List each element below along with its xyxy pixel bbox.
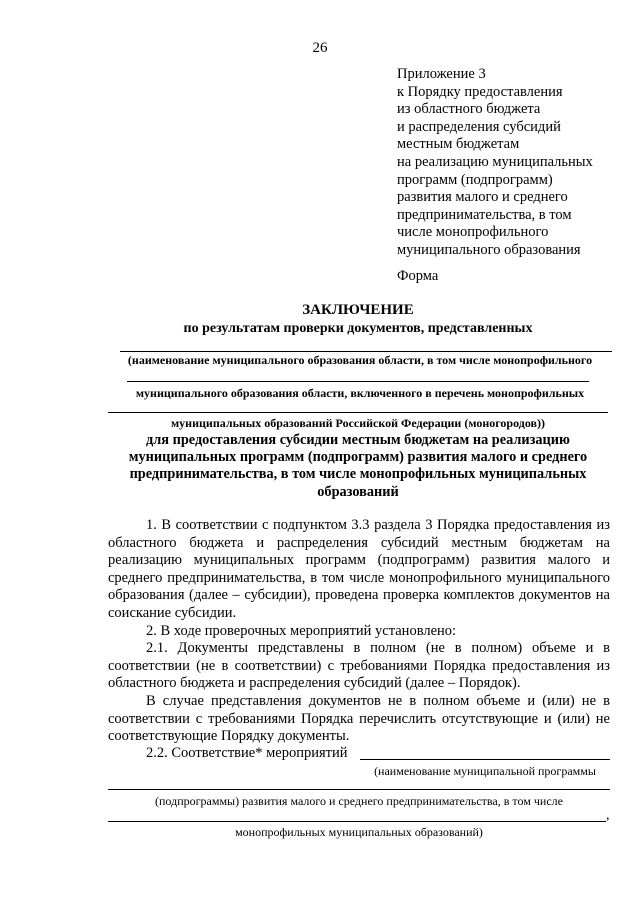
appendix-line: местным бюджетам bbox=[397, 136, 520, 153]
hint-program-1: (наименование муниципальной программы bbox=[374, 764, 596, 778]
appendix-line: предпринимательства, в том bbox=[397, 206, 572, 223]
hint-program-2: (подпрограммы) развития малого и среднего предпринимательства, в том числе bbox=[155, 794, 563, 808]
hint-program-3: монопрофильных муниципальных образований) bbox=[235, 825, 483, 839]
hint-municipality-3: муниципальных образований Российской Федерации (моногородов)) bbox=[170, 416, 545, 430]
form-label: Форма bbox=[397, 268, 439, 284]
appendix-line: развития малого и среднего bbox=[397, 189, 568, 206]
comma: , bbox=[606, 808, 610, 823]
document-subtitle: по результатам проверки документов, представленных bbox=[183, 321, 533, 336]
appendix-line: программ (подпрограмм) bbox=[397, 171, 553, 188]
paragraph-2-1: 2.1. Документы представлены в полном (не в полном) объеме и в соответствии (не в соответствии) с требованиями Порядка предоставления из областного бюджета и распределения субсидий (далее – Порядок). bbox=[108, 640, 610, 692]
appendix-line: муниципального образования bbox=[397, 241, 581, 258]
fill-line-program-3[interactable] bbox=[108, 821, 606, 822]
fill-line-program-1[interactable] bbox=[360, 759, 610, 760]
appendix-block bbox=[397, 66, 627, 260]
fill-line-municipality-1[interactable] bbox=[120, 351, 612, 352]
paragraph-1: 1. В соответствии с подпунктом 3.3 раздела 3 Порядка предоставления из областного бюджета и распределения субсидий местным бюджетам на реализацию муниципальных программ (подпрограмм) развития малого и среднего предпринимательства, в том числе монопрофильного муниципального образования (далее – субсидии), проведена проверка комплектов документов на соискание субсидии. bbox=[108, 517, 610, 621]
paragraph-2: 2. В ходе проверочных мероприятий установлено: bbox=[146, 623, 457, 639]
fill-line-program-2[interactable] bbox=[108, 789, 610, 790]
appendix-line: из областного бюджета bbox=[397, 101, 541, 118]
appendix-line: Приложение 3 bbox=[397, 66, 486, 82]
appendix-line: и распределения субсидий bbox=[397, 118, 561, 135]
fill-line-municipality-3[interactable] bbox=[108, 412, 608, 413]
paragraph-2-2: 2.2. Соответствие* мероприятий bbox=[146, 745, 348, 761]
paragraph-case: В случае представления документов не в полном объеме и (или) не в соответствии с требованиями Порядка перечислить отсутствующие и (или) не соответствующие Порядку документы. bbox=[108, 693, 610, 745]
appendix-line: на реализацию муниципальных bbox=[397, 153, 593, 170]
purpose-heading: для предоставления субсидии местным бюджетам на реализацию муниципальных программ (подпрограмм) развития малого и среднего предпринимательства, в том числе монопрофильных муниципальных образований bbox=[128, 432, 588, 500]
hint-municipality-1: (наименование муниципального образования области, в том числе монопрофильного bbox=[127, 353, 593, 367]
appendix-line: числе монопрофильного bbox=[397, 224, 549, 241]
appendix-line: к Порядку предоставления bbox=[397, 83, 563, 100]
document-title: ЗАКЛЮЧЕНИЕ bbox=[302, 302, 414, 318]
page-number: 26 bbox=[312, 40, 328, 56]
fill-line-municipality-2[interactable] bbox=[127, 381, 589, 382]
hint-municipality-2: муниципального образования области, включенного в перечень монопрофильных bbox=[135, 386, 585, 400]
